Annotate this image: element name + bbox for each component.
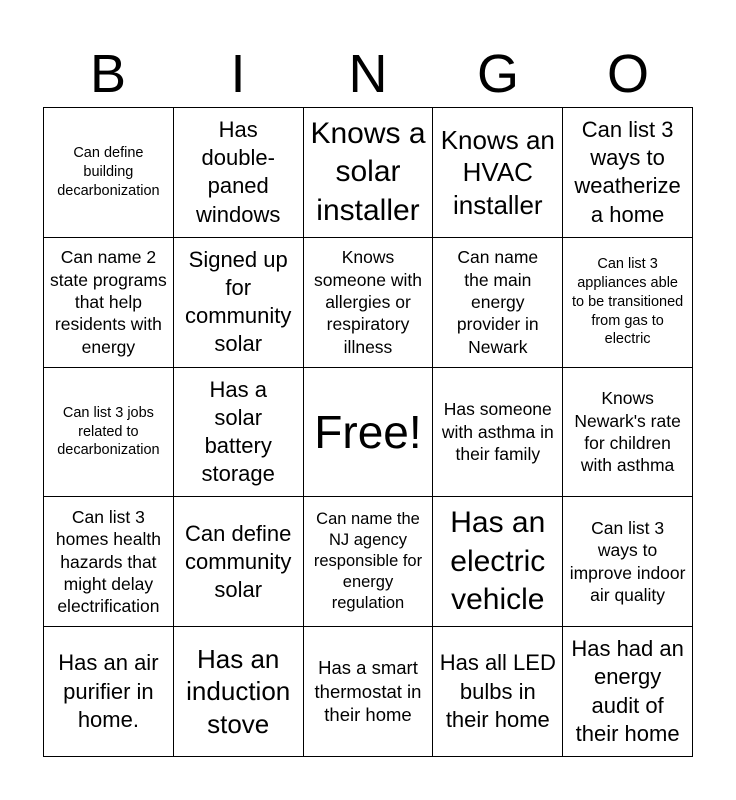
bingo-cell[interactable]	[563, 497, 693, 627]
bingo-cell[interactable]	[304, 627, 434, 757]
bingo-cell[interactable]	[304, 497, 434, 627]
bingo-header	[43, 40, 693, 108]
cell-text: Has someone with asthma in their family	[441, 399, 554, 465]
header-letter-b: B	[89, 44, 127, 104]
header-letter-o: O	[606, 44, 649, 104]
bingo-cell[interactable]	[44, 627, 174, 757]
cell-text: Can name the NJ agency responsible for energy regulation	[313, 510, 423, 613]
bingo-cell[interactable]	[44, 238, 174, 368]
bingo-cell[interactable]	[563, 368, 693, 498]
cell-text: Knows an HVAC installer	[440, 124, 555, 220]
cell-text: Can list 3 ways to improve indoor air quality	[569, 518, 686, 606]
free-space-text: Free!	[314, 405, 422, 458]
cell-text: Signed up for community solar	[185, 246, 292, 357]
cell-text: Can define building decarbonization	[57, 145, 160, 199]
header-letter-i: I	[230, 44, 246, 104]
bingo-cell[interactable]	[433, 497, 563, 627]
cell-text: Knows Newark's rate for children with asthma	[574, 388, 681, 476]
bingo-cell[interactable]	[44, 368, 174, 498]
bingo-cell[interactable]	[433, 108, 563, 238]
bingo-cell[interactable]	[433, 368, 563, 498]
cell-text: Can name 2 state programs that help residents with energy	[50, 247, 167, 357]
cell-text: Has an induction stove	[186, 643, 291, 739]
free-space-cell[interactable]	[304, 368, 434, 498]
header-letter-n: N	[348, 44, 388, 104]
bingo-cell[interactable]	[433, 238, 563, 368]
bingo-cell[interactable]	[174, 497, 304, 627]
cell-text: Has all LED bulbs in their home	[439, 650, 556, 732]
bingo-board	[43, 107, 693, 757]
bingo-cell[interactable]	[174, 238, 304, 368]
bingo-cell[interactable]	[563, 108, 693, 238]
cell-text: Knows a solar installer	[310, 116, 426, 227]
cell-text: Can list 3 homes health hazards that might delay electrification	[55, 506, 161, 617]
bingo-cell[interactable]	[174, 627, 304, 757]
bingo-cell[interactable]	[304, 108, 434, 238]
bingo-cell[interactable]	[174, 108, 304, 238]
cell-text: Knows someone with allergies or respiratory illness	[314, 247, 422, 357]
bingo-cell[interactable]	[563, 627, 693, 757]
cell-text: Has had an energy audit of their home	[571, 636, 684, 746]
bingo-cell[interactable]	[44, 497, 174, 627]
cell-text: Has a smart thermostat in their home	[314, 657, 422, 726]
cell-text: Can list 3 ways to weatherize a home	[574, 117, 681, 227]
cell-text: Can define community solar	[184, 520, 292, 602]
cell-text: Can name the main energy provider in Newark	[456, 247, 539, 357]
cell-text: Has an air purifier in home.	[58, 650, 159, 732]
bingo-cell[interactable]	[433, 627, 563, 757]
cell-text: Has double-paned windows	[196, 117, 281, 227]
bingo-cell[interactable]	[44, 108, 174, 238]
bingo-cell[interactable]	[304, 238, 434, 368]
cell-text: Has an electric vehicle	[450, 506, 546, 616]
cell-text: Can list 3 appliances able to be transitioned from gas to electric	[571, 256, 684, 348]
bingo-cell[interactable]	[174, 368, 304, 498]
header-letter-g: G	[476, 44, 519, 104]
cell-text: Has a solar battery storage	[201, 376, 275, 487]
cell-text: Can list 3 jobs related to decarbonization	[57, 404, 160, 459]
bingo-cell[interactable]	[563, 238, 693, 368]
